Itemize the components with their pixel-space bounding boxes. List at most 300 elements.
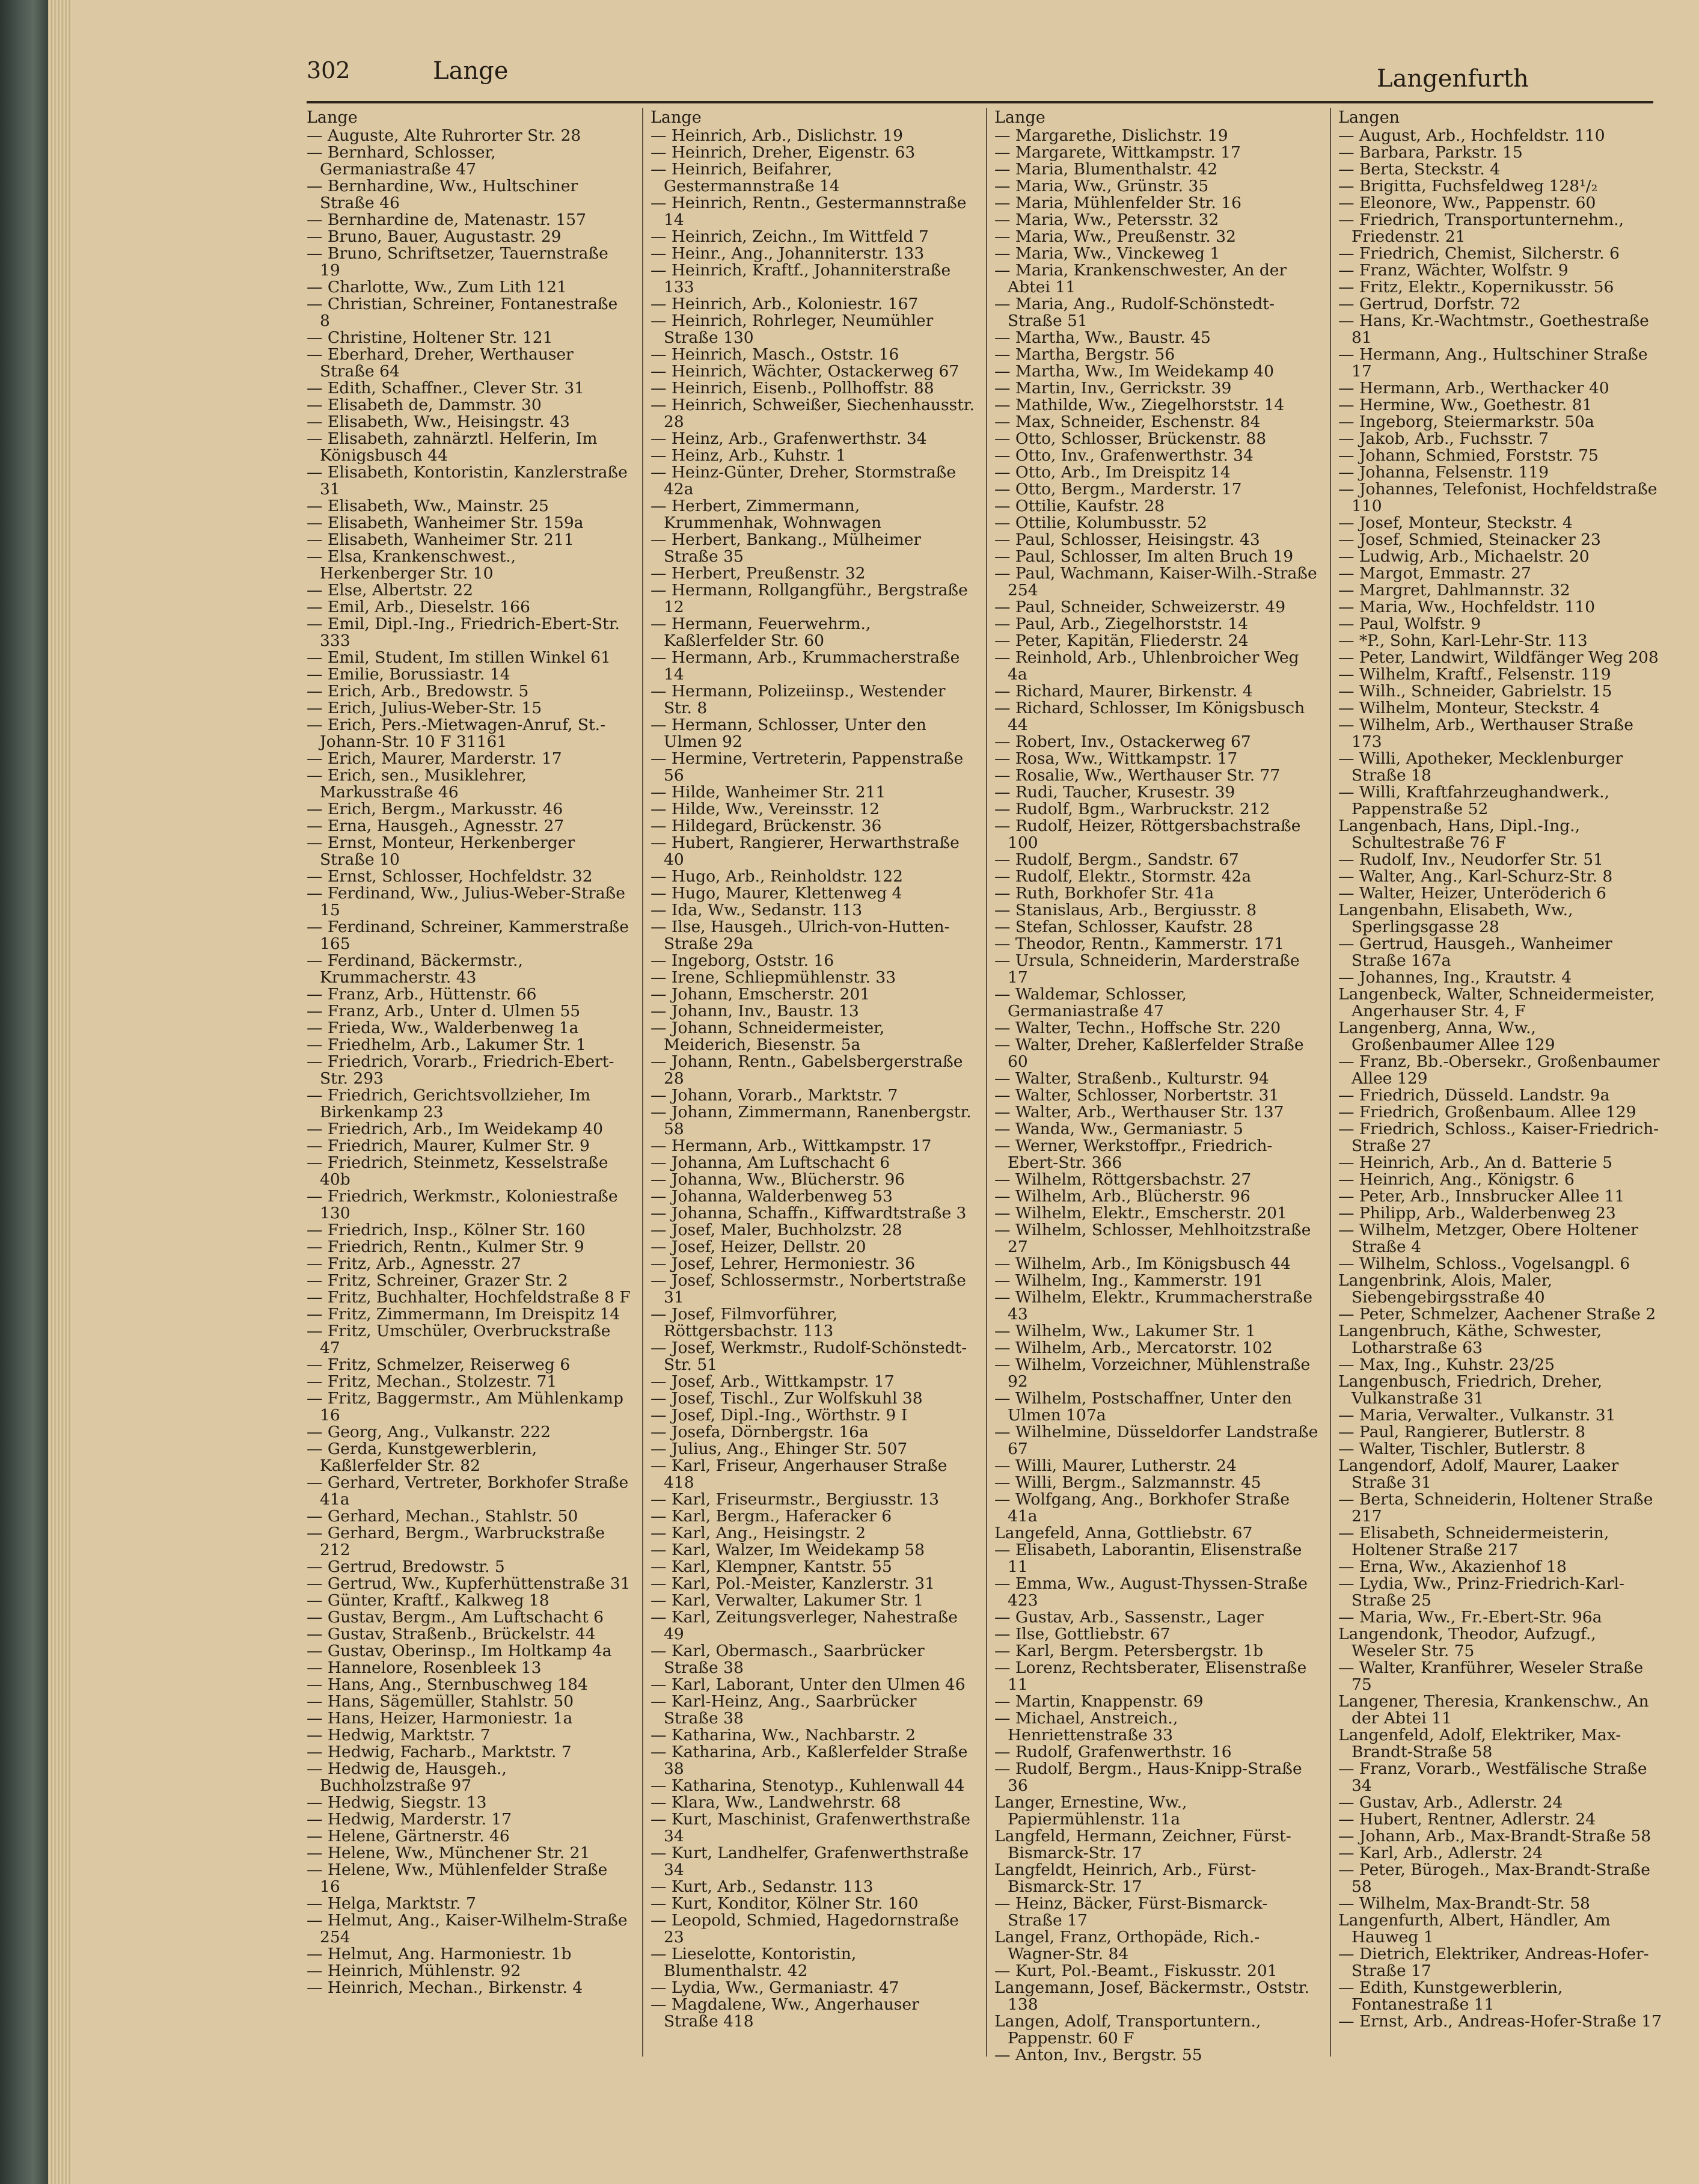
directory-entry: — Theodor, Rentn., Kammerstr. 171 xyxy=(994,934,1285,953)
directory-entry: — Katharina, Arb., Kaßlerfelder Straße 38 xyxy=(651,1743,968,1778)
directory-entry: — Peter, Bürogeh., Max-Brandt-Straße 58 xyxy=(1338,1860,1650,1896)
directory-entry: — Bruno, Bauer, Augustastr. 29 xyxy=(307,227,562,246)
directory-entry: — *P., Sohn, Karl-Lehr-Str. 113 xyxy=(1338,631,1588,650)
directory-entry: — Friedrich, Düsseld. Landstr. 9a xyxy=(1338,1086,1610,1105)
right-running-head: Langenfurth xyxy=(1377,65,1529,93)
directory-entry: — Magdalene, Ww., Angerhauser Straße 418 xyxy=(651,1995,919,2031)
directory-entry: — Elisabeth, Ww., Mainstr. 25 xyxy=(307,497,549,515)
directory-entry: Langel, Franz, Orthopäde, Rich.-Wagner-Str. 84 xyxy=(994,1928,1260,1963)
directory-entry: — Otto, Schlosser, Brückenstr. 88 xyxy=(994,429,1267,448)
column-3 xyxy=(994,109,1319,2154)
directory-entry: — Kurt, Konditor, Kölner Str. 160 xyxy=(651,1894,919,1913)
directory-entry: — Friedrich, Vorarb., Friedrich-Ebert-Str. 293 xyxy=(307,1052,614,1088)
directory-entry: — Erna, Ww., Akazienhof 18 xyxy=(1338,1557,1567,1576)
directory-entry: — Reinhold, Arb., Uhlenbroicher Weg 4a xyxy=(994,648,1299,684)
directory-entry: — Edith, Schaffner., Clever Str. 31 xyxy=(307,379,585,397)
directory-entry: — Wilhelm, Arb., Im Königsbusch 44 xyxy=(994,1254,1291,1273)
directory-entry: — Gustav, Straßenb., Brückelstr. 44 xyxy=(307,1625,596,1643)
directory-entry: — Franz, Vorarb., Westfälische Straße 34 xyxy=(1338,1759,1647,1795)
directory-entry: — Hermann, Feuerwehrm., Kaßlerfelder Str. 60 xyxy=(651,615,871,650)
directory-entry: — Paul, Wachmann, Kaiser-Wilh.-Straße 254 xyxy=(994,564,1317,600)
directory-entry: — Fritz, Schreiner, Grazer Str. 2 xyxy=(307,1271,568,1290)
directory-entry: — Katharina, Stenotyp., Kuhlenwall 44 xyxy=(651,1776,965,1795)
directory-entry: — Josef, Schmied, Steinacker 23 xyxy=(1338,530,1601,549)
column-surname: Lange xyxy=(994,108,1045,127)
directory-entry: — Ferdinand, Ww., Julius-Weber-Straße 15 xyxy=(307,884,625,919)
directory-entry: — Hermann, Polizeiinsp., Westender Str. 8 xyxy=(651,682,946,717)
directory-entry: — Ingeborg, Oststr. 16 xyxy=(651,951,834,970)
directory-entry: — Helga, Marktstr. 7 xyxy=(307,1894,476,1913)
directory-entry: — Hilde, Wanheimer Str. 211 xyxy=(651,783,886,802)
directory-entry: — Karl, Bergm., Haferacker 6 xyxy=(651,1507,892,1526)
directory-entry: — Gertrud, Bredowstr. 5 xyxy=(307,1557,505,1576)
directory-entry: — Josefa, Dörnbergstr. 16a xyxy=(651,1423,869,1441)
directory-entry: — Christian, Schreiner, Fontanestraße 8 xyxy=(307,295,618,330)
directory-entry: — Karl, Ang., Heisingstr. 2 xyxy=(651,1524,866,1542)
directory-entry: — Friedrich, Schloss., Kaiser-Friedrich-Straße 27 xyxy=(1338,1120,1659,1155)
directory-entry: — August, Arb., Hochfeldstr. 110 xyxy=(1338,126,1605,145)
directory-entry: — Karl, Klempner, Kantstr. 55 xyxy=(651,1557,892,1576)
directory-entry: — Heinrich, Kraftf., Johanniterstraße 133 xyxy=(651,261,951,296)
directory-entry: — Heinz, Arb., Grafenwerthstr. 34 xyxy=(651,429,927,448)
directory-entry: — Richard, Maurer, Birkenstr. 4 xyxy=(994,682,1253,701)
directory-entry: — Ottilie, Kaufstr. 28 xyxy=(994,497,1165,515)
directory-entry: — Brigitta, Fuchsfeldweg 128¹/₂ xyxy=(1338,177,1598,195)
directory-entry: — Heinrich, Rohrleger, Neumühler Straße 130 xyxy=(651,311,934,347)
directory-entry: — Walter, Ang., Karl-Schurz-Str. 8 xyxy=(1338,867,1613,886)
directory-entry: — Heinrich, Masch., Oststr. 16 xyxy=(651,345,899,364)
directory-entry: — Wilhelm, Monteur, Steckstr. 4 xyxy=(1338,699,1600,717)
directory-entry: — Erich, Maurer, Marderstr. 17 xyxy=(307,749,562,768)
directory-entry: — Erich, Julius-Weber-Str. 15 xyxy=(307,699,542,717)
directory-entry: — Heinrich, Arb., Koloniestr. 167 xyxy=(651,295,919,313)
directory-entry: — Ernst, Arb., Andreas-Hofer-Straße 17 xyxy=(1338,2012,1662,2031)
directory-entry: — Peter, Arb., Innsbrucker Allee 11 xyxy=(1338,1187,1625,1206)
directory-entry: — Heinrich, Beifahrer, Gestermannstraße 14 xyxy=(651,160,840,195)
directory-entry: — Josef, Monteur, Steckstr. 4 xyxy=(1338,514,1573,532)
directory-entry: — Heinrich, Mühlenstr. 92 xyxy=(307,1962,521,1980)
directory-entry: — Martha, Bergstr. 56 xyxy=(994,345,1175,364)
directory-entry: — Josef, Lehrer, Hermoniestr. 36 xyxy=(651,1254,916,1273)
directory-entry: — Ferdinand, Bäckermstr., Krummacherstr. 43 xyxy=(307,951,523,987)
page-number: 302 xyxy=(307,57,351,84)
directory-entry: — Emma, Ww., August-Thyssen-Straße 423 xyxy=(994,1574,1308,1610)
directory-entry: — Martha, Ww., Im Weidekamp 40 xyxy=(994,362,1274,381)
directory-entry: — Elisabeth, Ww., Heisingstr. 43 xyxy=(307,413,570,431)
directory-entry: — Lydia, Ww., Germaniastr. 47 xyxy=(651,1978,899,1997)
directory-entry: — Otto, Arb., Im Dreispitz 14 xyxy=(994,463,1231,482)
directory-entry: — Lorenz, Rechtsberater, Elisenstraße 11 xyxy=(994,1658,1307,1694)
directory-entry: — Karl, Arb., Adlerstr. 24 xyxy=(1338,1844,1543,1862)
directory-entry: — Martha, Ww., Baustr. 45 xyxy=(994,328,1211,347)
directory-entry: — Johann, Emscherstr. 201 xyxy=(651,985,871,1004)
directory-entry: — Bernhardine, Ww., Hultschiner Straße 46 xyxy=(307,177,578,212)
directory-entry: — Elisabeth, Schneidermeisterin, Holtener Straße 217 xyxy=(1338,1524,1609,1559)
directory-entry: — Maria, Ww., Petersstr. 32 xyxy=(994,210,1219,229)
directory-entry: — Hilde, Ww., Vereinsstr. 12 xyxy=(651,800,880,818)
directory-entry: — Franz, Arb., Unter d. Ulmen 55 xyxy=(307,1002,581,1020)
directory-entry: — Willi, Bergm., Salzmannstr. 45 xyxy=(994,1473,1261,1492)
directory-entry: — Hubert, Rangierer, Herwarthstraße 40 xyxy=(651,833,960,869)
directory-entry: — Wanda, Ww., Germaniastr. 5 xyxy=(994,1120,1243,1138)
directory-entry: — Helene, Gärtnerstr. 46 xyxy=(307,1827,510,1845)
directory-entry: — Johann, Arb., Max-Brandt-Straße 58 xyxy=(1338,1827,1652,1845)
directory-entry: Langen, Adolf, Transportuntern., Pappenstr. 60 F xyxy=(994,2012,1261,2048)
directory-entry: — Johann, Vorarb., Marktstr. 7 xyxy=(651,1086,898,1105)
directory-entry: — Eleonore, Ww., Pappenstr. 60 xyxy=(1338,194,1596,212)
directory-entry: Langenbach, Hans, Dipl.-Ing., Schultestraße 76 F xyxy=(1338,817,1581,852)
directory-entry: — Wilhelm, Arb., Blücherstr. 96 xyxy=(994,1187,1251,1206)
directory-entry: — Gerhard, Vertreter, Borkhofer Straße 41a xyxy=(307,1473,629,1509)
directory-entry: — Erich, Bergm., Markusstr. 46 xyxy=(307,800,563,818)
directory-entry: — Wilhelm, Röttgersbachstr. 27 xyxy=(994,1170,1252,1189)
directory-entry: — Josef, Werkmstr., Rudolf-Schönstedt-Str. 51 xyxy=(651,1339,967,1374)
directory-entry: — Walter, Tischler, Butlerstr. 8 xyxy=(1338,1440,1586,1458)
directory-entry: — Stefan, Schlosser, Kaufstr. 28 xyxy=(994,918,1253,936)
directory-entry: — Wilhelm, Postschaffner, Unter den Ulmen 107a xyxy=(994,1389,1292,1425)
directory-entry: — Ferdinand, Schreiner, Kammerstraße 165 xyxy=(307,918,629,953)
directory-entry: Langfeldt, Heinrich, Arb., Fürst-Bismarck-Str. 17 xyxy=(994,1860,1257,1896)
directory-entry: — Irene, Schliepmühlenstr. 33 xyxy=(651,968,896,987)
directory-entry: — Ingeborg, Steiermarkstr. 50a xyxy=(1338,413,1594,431)
directory-entry: — Elsa, Krankenschwest., Herkenberger Str. 10 xyxy=(307,547,516,583)
directory-entry: Langenbusch, Friedrich, Dreher, Vulkanstraße 31 xyxy=(1338,1372,1603,1408)
directory-entry: Langenfeld, Adolf, Elektriker, Max-Brandt-Straße 58 xyxy=(1338,1726,1621,1761)
directory-entry: — Leopold, Schmied, Hagedornstraße 23 xyxy=(651,1911,959,1946)
directory-entry: — Werner, Werkstoffpr., Friedrich-Ebert-Str. 366 xyxy=(994,1136,1273,1172)
directory-entry: — Franz, Arb., Hüttenstr. 66 xyxy=(307,985,537,1004)
directory-entry: — Heinrich, Wächter, Ostackerweg 67 xyxy=(651,362,960,381)
directory-entry: — Fritz, Mechan., Stolzestr. 71 xyxy=(307,1372,557,1391)
directory-entry: — Margret, Dahlmannstr. 32 xyxy=(1338,581,1570,600)
directory-entry: — Otto, Inv., Grafenwerthstr. 34 xyxy=(994,446,1254,465)
directory-entry: — Heinrich, Ang., Königstr. 6 xyxy=(1338,1170,1575,1189)
directory-entry: Langer, Ernestine, Ww., Papiermühlenstr. 11a xyxy=(994,1793,1187,1829)
directory-entry: — Hermann, Schlosser, Unter den Ulmen 92 xyxy=(651,716,926,751)
directory-entry: — Peter, Schmelzer, Aachener Straße 2 xyxy=(1338,1305,1656,1324)
directory-entry: — Rudolf, Inv., Neudorfer Str. 51 xyxy=(1338,850,1603,869)
directory-entry: — Fritz, Elektr., Kopernikusstr. 56 xyxy=(1338,278,1614,296)
directory-entry: — Klara, Ww., Landwehrstr. 68 xyxy=(651,1793,901,1812)
directory-entry: — Josef, Tischl., Zur Wolfskuhl 38 xyxy=(651,1389,923,1408)
directory-entry: — Rudolf, Grafenwerthstr. 16 xyxy=(994,1743,1232,1761)
directory-entry: — Friedrich, Maurer, Kulmer Str. 9 xyxy=(307,1136,590,1155)
directory-entry: — Hugo, Maurer, Klettenweg 4 xyxy=(651,884,902,903)
directory-entry: — Johann, Inv., Baustr. 13 xyxy=(651,1002,859,1020)
directory-entry: — Friedrich, Chemist, Silcherstr. 6 xyxy=(1338,244,1620,263)
directory-entry: — Erich, sen., Musiklehrer, Markusstraße 46 xyxy=(307,766,527,802)
directory-entry: — Karl, Friseurmstr., Bergiusstr. 13 xyxy=(651,1490,939,1509)
directory-entry: — Walter, Heizer, Unteröderich 6 xyxy=(1338,884,1606,903)
directory-entry: — Wilhelm, Kraftf., Felsenstr. 119 xyxy=(1338,665,1611,684)
directory-entry: — Willi, Maurer, Lutherstr. 24 xyxy=(994,1456,1237,1475)
directory-entry: — Hermann, Rollgangführ., Bergstraße 12 xyxy=(651,581,968,616)
directory-entry: Langendorf, Adolf, Maurer, Laaker Straße 31 xyxy=(1338,1456,1619,1492)
directory-entry: — Stanislaus, Arb., Bergiusstr. 8 xyxy=(994,901,1257,919)
directory-entry: — Hedwig, Marderstr. 17 xyxy=(307,1810,512,1829)
column-surname: Lange xyxy=(651,108,702,127)
directory-entry: — Hermann, Arb., Krummacherstraße 14 xyxy=(651,648,960,684)
directory-entry: Langenfurth, Albert, Händler, Am Hauweg 1 xyxy=(1338,1911,1611,1946)
entry-list xyxy=(1338,127,1663,2030)
directory-entry: — Otto, Bergm., Marderstr. 17 xyxy=(994,480,1242,498)
directory-entry: — Hans, Sägemüller, Stahlstr. 50 xyxy=(307,1692,574,1711)
column-surname: Lange xyxy=(307,108,358,127)
directory-entry: — Friedrich, Großenbaum. Allee 129 xyxy=(1338,1103,1636,1121)
directory-entry: — Elisabeth, Laborantin, Elisenstraße 11 xyxy=(994,1541,1302,1576)
directory-entry: — Maria, Ww., Vinckeweg 1 xyxy=(994,244,1220,263)
directory-entry: — Heinrich, Arb., Dislichstr. 19 xyxy=(651,126,903,145)
directory-entry: — Gustav, Oberinsp., Im Holtkamp 4a xyxy=(307,1642,612,1660)
directory-entry: — Josef, Dipl.-Ing., Wörthstr. 9 I xyxy=(651,1406,908,1425)
directory-entry: — Peter, Landwirt, Wildfänger Weg 208 xyxy=(1338,648,1659,667)
directory-entry: — Helmut, Ang., Kaiser-Wilhelm-Straße 254 xyxy=(307,1911,628,1946)
directory-entry: — Hubert, Rentner, Adlerstr. 24 xyxy=(1338,1810,1596,1829)
directory-entry: — Walter, Kranführer, Weseler Straße 75 xyxy=(1338,1658,1644,1694)
directory-entry: — Mathilde, Ww., Ziegelhorststr. 14 xyxy=(994,396,1285,414)
directory-entry: — Hans, Ang., Sternbuschweg 184 xyxy=(307,1675,588,1694)
directory-entry: — Barbara, Parkstr. 15 xyxy=(1338,143,1523,162)
directory-entry: — Hans, Heizer, Harmoniestr. 1a xyxy=(307,1709,573,1728)
directory-entry: — Hedwig, Facharb., Marktstr. 7 xyxy=(307,1743,572,1761)
directory-entry: — Else, Albertstr. 22 xyxy=(307,581,474,600)
directory-entry: — Heinrich, Rentn., Gestermannstraße 14 xyxy=(651,194,967,229)
directory-entry: Langemann, Josef, Bäckermstr., Oststr. 138 xyxy=(994,1978,1309,2014)
directory-entry: — Wilhelm, Ww., Lakumer Str. 1 xyxy=(994,1322,1256,1340)
directory-entry: — Karl, Pol.-Meister, Kanzlerstr. 31 xyxy=(651,1574,935,1593)
directory-entry: Langenbeck, Walter, Schneidermeister, Angerhauser Str. 4, F xyxy=(1338,985,1655,1020)
directory-entry: — Hans, Kr.-Wachtmstr., Goethestraße 81 xyxy=(1338,311,1649,347)
directory-entry: — Wilhelm, Elektr., Krummacherstraße 43 xyxy=(994,1288,1313,1324)
directory-entry: — Karl, Zeitungsverleger, Nahestraße 49 xyxy=(651,1608,958,1643)
directory-entry: — Fritz, Umschüler, Overbruckstraße 47 xyxy=(307,1322,611,1357)
directory-entry: — Robert, Inv., Ostackerweg 67 xyxy=(994,732,1251,751)
directory-entry: — Rudolf, Bergm., Sandstr. 67 xyxy=(994,850,1239,869)
directory-entry: — Hermann, Ang., Hultschiner Straße 17 xyxy=(1338,345,1648,381)
directory-entry: — Karl, Verwalter, Lakumer Str. 1 xyxy=(651,1591,924,1610)
column-divider xyxy=(642,108,643,2057)
directory-entry: — Friedrich, Gerichtsvollzieher, Im Birkenkamp 23 xyxy=(307,1086,591,1121)
directory-entry: — Johanna, Schaffn., Kiffwardtstraße 3 xyxy=(651,1204,967,1222)
directory-entry: — Josef, Arb., Wittkampstr. 17 xyxy=(651,1372,895,1391)
directory-entry: — Elisabeth de, Dammstr. 30 xyxy=(307,396,542,414)
directory-entry: — Heinrich, Zeichn., Im Wittfeld 7 xyxy=(651,227,929,246)
directory-entry: — Johann, Schneidermeister, Meiderich, Biesenstr. 5a xyxy=(651,1019,885,1054)
directory-entry: — Wilhelm, Vorzeichner, Mühlenstraße 92 xyxy=(994,1355,1311,1391)
directory-entry: Langefeld, Anna, Gottliebstr. 67 xyxy=(994,1524,1253,1542)
directory-entry: — Herbert, Bankang., Mülheimer Straße 35 xyxy=(651,530,922,566)
directory-entry: — Maria, Verwalter., Vulkanstr. 31 xyxy=(1338,1406,1616,1425)
directory-entry: Langfeld, Hermann, Zeichner, Fürst-Bismarck-Str. 17 xyxy=(994,1827,1291,1862)
directory-entry: — Gertrud, Dorfstr. 72 xyxy=(1338,295,1520,313)
directory-entry: — Rudolf, Elektr., Stormstr. 42a xyxy=(994,867,1252,886)
book-binding xyxy=(0,0,48,2184)
directory-entry: — Wilhelm, Schloss., Vogelsangpl. 6 xyxy=(1338,1254,1630,1273)
directory-entry: — Anton, Inv., Bergstr. 55 xyxy=(994,2046,1202,2064)
directory-entry: — Friedrich, Insp., Kölner Str. 160 xyxy=(307,1221,586,1239)
directory-entry: — Bernhard, Schlosser, Germaniastraße 47 xyxy=(307,143,496,179)
directory-entry: — Philipp, Arb., Walderbenweg 23 xyxy=(1338,1204,1616,1222)
directory-entry: — Elisabeth, zahnärztl. Helferin, Im Königsbusch 44 xyxy=(307,429,598,465)
directory-entry: — Fritz, Baggermstr., Am Mühlenkamp 16 xyxy=(307,1389,623,1425)
directory-entry: — Frieda, Ww., Walderbenweg 1a xyxy=(307,1019,579,1037)
directory-entry: — Peter, Kapitän, Fliederstr. 24 xyxy=(994,631,1249,650)
directory-entry: — Wilhelm, Elektr., Emscherstr. 201 xyxy=(994,1204,1287,1222)
column-2 xyxy=(651,109,975,2154)
directory-entry: — Ottilie, Kolumbusstr. 52 xyxy=(994,514,1207,532)
directory-entry: — Johanna, Ww., Blücherstr. 96 xyxy=(651,1170,905,1189)
directory-entry: — Johanna, Am Luftschacht 6 xyxy=(651,1153,890,1172)
directory-entry: — Georg, Ang., Vulkanstr. 222 xyxy=(307,1423,551,1441)
directory-entry: — Heinz, Bäcker, Fürst-Bismarck-Straße 17 xyxy=(994,1894,1268,1930)
directory-entry: — Paul, Arb., Ziegelhorststr. 14 xyxy=(994,615,1248,633)
directory-entry: — Michael, Anstreich., Henriettenstraße 33 xyxy=(994,1709,1178,1744)
directory-entry: — Margot, Emmastr. 27 xyxy=(1338,564,1531,583)
directory-entry: — Max, Schneider, Eschenstr. 84 xyxy=(994,413,1261,431)
directory-entry: — Willi, Apotheker, Mecklenburger Straße 18 xyxy=(1338,749,1623,785)
directory-entry: — Maria, Ww., Preußenstr. 32 xyxy=(994,227,1236,246)
directory-entry: — Ernst, Schlosser, Hochfeldstr. 32 xyxy=(307,867,593,886)
directory-entry: Langenbrink, Alois, Maler, Siebengebirgsstraße 40 xyxy=(1338,1271,1553,1307)
directory-entry: — Hedwig de, Hausgeh., Buchholzstraße 97 xyxy=(307,1759,507,1795)
directory-entry: — Heinrich, Mechan., Birkenstr. 4 xyxy=(307,1978,583,1997)
directory-entry: — Heinrich, Dreher, Eigenstr. 63 xyxy=(651,143,916,162)
directory-entry: — Hedwig, Marktstr. 7 xyxy=(307,1726,491,1744)
directory-entry: — Josef, Schlossermstr., Norbertstraße 31 xyxy=(651,1271,966,1307)
entry-list xyxy=(994,127,1319,2064)
directory-entry: — Hedwig, Siegstr. 13 xyxy=(307,1793,487,1812)
directory-entry: — Max, Ing., Kuhstr. 23/25 xyxy=(1338,1355,1555,1374)
directory-entry: — Rudolf, Heizer, Röttgersbachstraße 100 xyxy=(994,817,1301,852)
directory-entry: — Heinz, Arb., Kuhstr. 1 xyxy=(651,446,846,465)
directory-entry: Langener, Theresia, Krankenschw., An der Abtei 11 xyxy=(1338,1692,1649,1728)
directory-entry: — Katharina, Ww., Nachbarstr. 2 xyxy=(651,1726,916,1744)
directory-entry: — Julius, Ang., Ehinger Str. 507 xyxy=(651,1440,908,1458)
directory-entry: — Hildegard, Brückenstr. 36 xyxy=(651,817,882,835)
directory-entry: — Johannes, Telefonist, Hochfeldstraße 110 xyxy=(1338,480,1658,515)
directory-entry: — Hermine, Vertreterin, Pappenstraße 56 xyxy=(651,749,964,785)
directory-entry: — Herbert, Preußenstr. 32 xyxy=(651,564,866,583)
directory-entry: — Walter, Straßenb., Kulturstr. 94 xyxy=(994,1069,1269,1088)
directory-entry: — Maria, Ang., Rudolf-Schönstedt-Straße 51 xyxy=(994,295,1275,330)
directory-entry: — Erich, Pers.-Mietwagen-Anruf, St.-Johann-Str. 10 F 31161 xyxy=(307,716,606,751)
directory-entry: — Berta, Schneiderin, Holtener Straße 217 xyxy=(1338,1490,1653,1526)
directory-entry: — Emil, Arb., Dieselstr. 166 xyxy=(307,598,530,616)
directory-entry: — Josef, Filmvorführer, Röttgersbachstr. 113 xyxy=(651,1305,838,1340)
directory-entry: — Gustav, Arb., Adlerstr. 24 xyxy=(1338,1793,1563,1812)
directory-entry: — Maria, Ww., Fr.-Ebert-Str. 96a xyxy=(1338,1608,1602,1627)
directory-entry: — Rudolf, Bgm., Warbruckstr. 212 xyxy=(994,800,1270,818)
entry-list xyxy=(307,127,631,1996)
directory-entry: — Helmut, Ang. Harmoniestr. 1b xyxy=(307,1945,572,1963)
directory-entry: — Johannes, Ing., Krautstr. 4 xyxy=(1338,968,1572,987)
directory-entry: — Hugo, Arb., Reinholdstr. 122 xyxy=(651,867,903,886)
header-rule xyxy=(307,101,1653,103)
directory-entry: — Ida, Ww., Sedanstr. 113 xyxy=(651,901,863,919)
directory-entry: — Christine, Holtener Str. 121 xyxy=(307,328,553,347)
directory-entry: — Ilse, Gottliebstr. 67 xyxy=(994,1625,1171,1643)
directory-entry: — Johann, Schmied, Forststr. 75 xyxy=(1338,446,1599,465)
directory-entry: — Günter, Kraftf., Kalkweg 18 xyxy=(307,1591,549,1610)
directory-entry: — Lydia, Ww., Prinz-Friedrich-Karl-Straße 25 xyxy=(1338,1574,1624,1610)
directory-entry: — Hermine, Ww., Goethestr. 81 xyxy=(1338,396,1593,414)
directory-entry: — Eberhard, Dreher, Werthauser Straße 64 xyxy=(307,345,574,381)
page-edges xyxy=(48,0,72,2184)
directory-entry: — Gustav, Arb., Sassenstr., Lager xyxy=(994,1608,1264,1627)
directory-entry: — Friedhelm, Arb., Lakumer Str. 1 xyxy=(307,1035,587,1054)
directory-entry: — Karl, Laborant, Unter den Ulmen 46 xyxy=(651,1675,966,1694)
directory-entry: — Franz, Wächter, Wolfstr. 9 xyxy=(1338,261,1569,280)
directory-entry: — Maria, Krankenschwester, An der Abtei 11 xyxy=(994,261,1287,296)
directory-entry: — Josef, Maler, Buchholzstr. 28 xyxy=(651,1221,902,1239)
directory-entry: — Ernst, Monteur, Herkenberger Straße 10 xyxy=(307,833,575,869)
directory-entry: — Waldemar, Schlosser, Germaniastraße 47 xyxy=(994,985,1187,1020)
column-divider xyxy=(1330,108,1331,2057)
directory-entry: — Charlotte, Ww., Zum Lith 121 xyxy=(307,278,567,296)
directory-entry: — Wilhelm, Ing., Kammerstr. 191 xyxy=(994,1271,1264,1290)
directory-entry: — Paul, Schlosser, Heisingstr. 43 xyxy=(994,530,1260,549)
directory-entry: — Wolfgang, Ang., Borkhofer Straße 41a xyxy=(994,1490,1290,1526)
directory-entry: — Friedrich, Steinmetz, Kesselstraße 40b xyxy=(307,1153,608,1189)
directory-entry: — Elisabeth, Kontoristin, Kanzlerstraße 31 xyxy=(307,463,628,498)
directory-entry: — Emilie, Borussiastr. 14 xyxy=(307,665,510,684)
directory-entry: — Richard, Schlosser, Im Königsbusch 44 xyxy=(994,699,1305,734)
directory-entry: Langenbahn, Elisabeth, Ww., Sperlingsgasse 28 xyxy=(1338,901,1573,936)
directory-entry: — Karl-Heinz, Ang., Saarbrücker Straße 38 xyxy=(651,1692,917,1728)
directory-entry: — Johann, Zimmermann, Ranenbergstr. 58 xyxy=(651,1103,972,1138)
directory-entry: — Wilhelm, Arb., Werthauser Straße 173 xyxy=(1338,716,1633,751)
directory-entry: — Wilhelmine, Düsseldorfer Landstraße 67 xyxy=(994,1423,1318,1458)
directory-entry: — Wilhelm, Schlosser, Mehlhoitzstraße 27 xyxy=(994,1221,1311,1256)
directory-entry: — Friedrich, Transportunternehm., Friedenstr. 21 xyxy=(1338,210,1624,246)
directory-entry: — Rosa, Ww., Wittkampstr. 17 xyxy=(994,749,1238,768)
directory-entry: — Gerda, Kunstgewerblerin, Kaßlerfelder Str. 82 xyxy=(307,1440,537,1475)
directory-entry: — Wilh., Schneider, Gabrielstr. 15 xyxy=(1338,682,1612,701)
directory-entry: — Walter, Schlosser, Norbertstr. 31 xyxy=(994,1086,1279,1105)
directory-entry: — Walter, Dreher, Kaßlerfelder Straße 60 xyxy=(994,1035,1304,1071)
directory-entry: — Martin, Knappenstr. 69 xyxy=(994,1692,1204,1711)
directory-entry: — Johanna, Walderbenweg 53 xyxy=(651,1187,893,1206)
directory-entry: — Walter, Techn., Hoffsche Str. 220 xyxy=(994,1019,1281,1037)
directory-entry: — Emil, Dipl.-Ing., Friedrich-Ebert-Str. 333 xyxy=(307,615,620,650)
directory-entry: — Gertrud, Ww., Kupferhüttenstraße 31 xyxy=(307,1574,631,1593)
directory-entry: — Erna, Hausgeh., Agnesstr. 27 xyxy=(307,817,565,835)
directory-entry: — Rudolf, Bergm., Haus-Knipp-Straße 36 xyxy=(994,1759,1302,1795)
directory-entry: — Kurt, Maschinist, Grafenwerthstraße 34 xyxy=(651,1810,970,1845)
directory-entry: — Margarethe, Dislichstr. 19 xyxy=(994,126,1228,145)
directory-entry: — Heinr., Ang., Johanniterstr. 133 xyxy=(651,244,925,263)
directory-entry: — Paul, Rangierer, Butlerstr. 8 xyxy=(1338,1423,1585,1441)
directory-entry: — Heinz-Günter, Dreher, Stormstraße 42a xyxy=(651,463,957,498)
directory-entry: — Willi, Kraftfahrzeughandwerk., Pappenstraße 52 xyxy=(1338,783,1610,818)
directory-entry: — Gustav, Bergm., Am Luftschacht 6 xyxy=(307,1608,604,1627)
directory-entry: — Ruth, Borkhofer Str. 41a xyxy=(994,884,1214,903)
directory-entry: — Helene, Ww., Mühlenfelder Straße 16 xyxy=(307,1860,608,1896)
directory-entry: — Friedrich, Arb., Im Weidekamp 40 xyxy=(307,1120,604,1138)
column-4 xyxy=(1338,109,1663,2154)
directory-entry: — Fritz, Arb., Agnesstr. 27 xyxy=(307,1254,521,1273)
directory-entry: — Kurt, Landhelfer, Grafenwerthstraße 34 xyxy=(651,1844,969,1879)
entry-list xyxy=(651,127,975,2030)
directory-entry: — Herbert, Zimmermann, Krummenhak, Wohnwagen xyxy=(651,497,882,532)
directory-entry: — Friedrich, Rentn., Kulmer Str. 9 xyxy=(307,1238,584,1256)
directory-entry: — Erich, Arb., Bredowstr. 5 xyxy=(307,682,529,701)
directory-entry: — Berta, Steckstr. 4 xyxy=(1338,160,1501,179)
directory-entry: — Johanna, Felsenstr. 119 xyxy=(1338,463,1549,482)
directory-entry: — Fritz, Zimmermann, Im Dreispitz 14 xyxy=(307,1305,620,1324)
directory-entry: — Ludwig, Arb., Michaelstr. 20 xyxy=(1338,547,1590,566)
directory-entry: — Kurt, Arb., Sedanstr. 113 xyxy=(651,1877,874,1896)
